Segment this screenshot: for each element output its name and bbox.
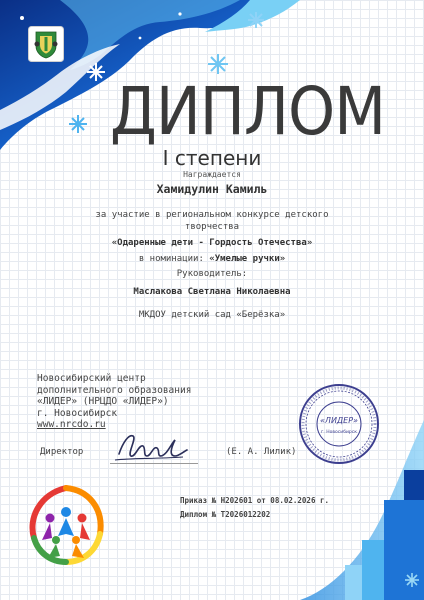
order-label: Приказ № [180, 496, 217, 505]
recipient-name: Хамидулин Камиль [156, 182, 268, 196]
org-line: дополнительного образования [37, 384, 192, 396]
contest-name: «Одаренные дети - Гордость Отечества» [111, 238, 313, 248]
awarded-label: Награждается [183, 170, 241, 179]
stamp-center-text: «ЛИДЕР» [319, 416, 359, 425]
stamp-city-text: г. Новосибирск [321, 430, 357, 435]
diploma-number: № Т2026012202 [211, 510, 271, 519]
order-block [180, 494, 329, 522]
nomination-line [0, 254, 424, 264]
official-stamp [298, 383, 380, 465]
signature-line [110, 463, 198, 464]
snowflake-icon [248, 12, 264, 28]
org-line: Новосибирский центр [37, 373, 146, 384]
nomination-prefix: в номинации: [138, 254, 204, 264]
diploma-title: ДИПЛОМ [110, 73, 385, 151]
children-logo [22, 478, 110, 570]
supervisor-name: Маслакова Светлана Николаевна [133, 287, 291, 297]
org-city: г. Новосибирск [37, 407, 118, 419]
coat-of-arms-emblem [28, 26, 64, 62]
snowflake-icon [69, 115, 87, 133]
org-website-link[interactable]: www.nrcdo.ru [37, 419, 106, 430]
order-line [180, 494, 329, 508]
director-initials: (Е. А. Лилик) [226, 447, 297, 457]
institution-name: МКДОУ детский сад «Берёзка» [138, 310, 286, 320]
diploma-degree: I степени [162, 146, 262, 170]
snowflake-icon [405, 573, 419, 587]
director-signature [113, 428, 193, 464]
snowflake-icon [208, 54, 228, 74]
nomination-value: «Умелые ручки» [209, 254, 286, 264]
order-number: Н202601 от 08.02.2026 г. [220, 496, 330, 505]
diploma-number-label: Диплом [180, 510, 208, 519]
supervisor-label: Руководитель: [176, 269, 248, 279]
participation-text: за участие в региональном конкурсе детского творчества [95, 210, 329, 232]
organization-block [37, 373, 191, 431]
org-line: «ЛИДЕР» (НРЦДО «ЛИДЕР») [37, 396, 169, 407]
diploma-number-line [180, 508, 329, 522]
director-label: Директор [40, 447, 84, 457]
